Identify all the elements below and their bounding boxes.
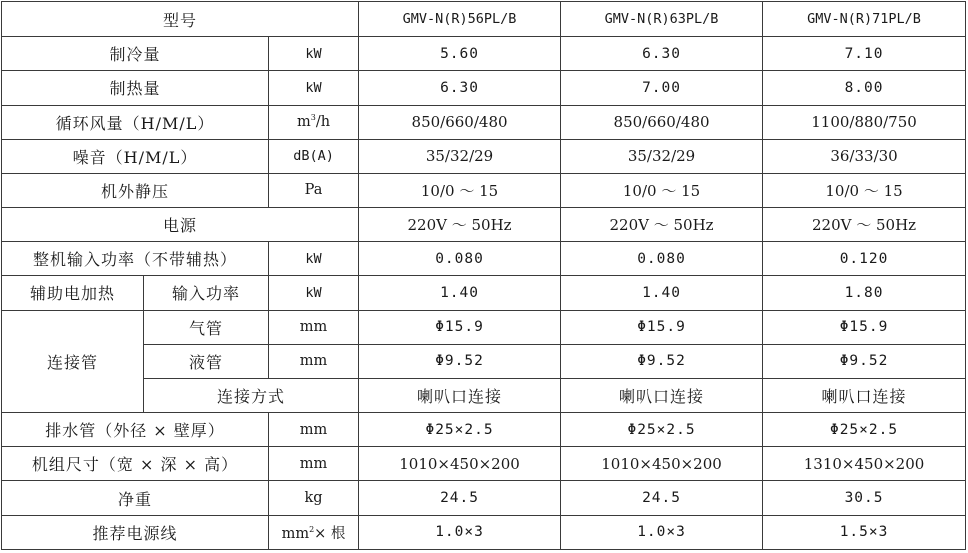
table-row-noise bbox=[2, 139, 966, 173]
cell-value: 1.5×3 bbox=[763, 515, 966, 549]
row-label: 净重 bbox=[2, 481, 269, 515]
cell-value: 0.120 bbox=[763, 242, 966, 276]
table-row-drain bbox=[2, 413, 966, 447]
cell-value: 1.0×3 bbox=[359, 515, 561, 549]
row-unit: Pa bbox=[269, 173, 359, 207]
cell-value: 36/33/30 bbox=[763, 139, 966, 173]
row-unit bbox=[269, 515, 359, 549]
cell-value: 30.5 bbox=[763, 481, 966, 515]
cell-value: 7.00 bbox=[561, 71, 763, 105]
table-row-input-power bbox=[2, 242, 966, 276]
cell-value: 10/0 ～ 15 bbox=[359, 173, 561, 207]
cell-value: 喇叭口连接 bbox=[561, 378, 763, 412]
cell-value: 7.10 bbox=[763, 37, 966, 71]
cell-value: 24.5 bbox=[359, 481, 561, 515]
cell-value: 1100/880/750 bbox=[763, 105, 966, 139]
model-name: GMV-N(R)63PL/B bbox=[561, 2, 763, 37]
row-label: 循环风量（H/M/L） bbox=[2, 105, 269, 139]
cell-value: 喇叭口连接 bbox=[763, 378, 966, 412]
cell-value: 1.0×3 bbox=[561, 515, 763, 549]
table-row-cooling bbox=[2, 37, 966, 71]
row-unit: kW bbox=[269, 37, 359, 71]
row-label: 推荐电源线 bbox=[2, 515, 269, 549]
table-row-power-supply bbox=[2, 208, 966, 242]
table-row-pipe-liquid bbox=[2, 344, 966, 378]
cell-value: 1.80 bbox=[763, 276, 966, 310]
cell-value: 1010×450×200 bbox=[561, 447, 763, 481]
unit-base: mm bbox=[281, 525, 310, 542]
model-name: GMV-N(R)71PL/B bbox=[763, 2, 966, 37]
row-label: 机组尺寸（宽 × 深 × 高） bbox=[2, 447, 269, 481]
row-label: 机外静压 bbox=[2, 173, 269, 207]
row-unit: kW bbox=[269, 242, 359, 276]
cell-value: 1.40 bbox=[561, 276, 763, 310]
row-unit: kW bbox=[269, 71, 359, 105]
row-sub-label: 气管 bbox=[144, 310, 269, 344]
unit-base: m bbox=[296, 114, 311, 131]
cell-value: 850/660/480 bbox=[561, 105, 763, 139]
cell-value: Φ25×2.5 bbox=[763, 413, 966, 447]
cell-value: 850/660/480 bbox=[359, 105, 561, 139]
row-unit: mm bbox=[269, 344, 359, 378]
row-unit: kg bbox=[269, 481, 359, 515]
cell-value: 0.080 bbox=[561, 242, 763, 276]
table-row-aux-heater bbox=[2, 276, 966, 310]
spec-table bbox=[1, 1, 966, 550]
cell-value: 0.080 bbox=[359, 242, 561, 276]
cell-value: 1010×450×200 bbox=[359, 447, 561, 481]
unit-rest: × 根 bbox=[314, 525, 346, 542]
row-sub-label: 连接方式 bbox=[144, 378, 359, 412]
table-row-header bbox=[2, 2, 966, 37]
row-unit: kW bbox=[269, 276, 359, 310]
table-row-airflow bbox=[2, 105, 966, 139]
cell-value: Φ25×2.5 bbox=[359, 413, 561, 447]
row-label: 排水管（外径 × 壁厚） bbox=[2, 413, 269, 447]
table-row-pipe-method bbox=[2, 378, 966, 412]
unit-superscript: 2 bbox=[309, 524, 315, 534]
cell-value: Φ15.9 bbox=[561, 310, 763, 344]
cell-value: 24.5 bbox=[561, 481, 763, 515]
row-unit: mm bbox=[269, 447, 359, 481]
cell-value: 220V ～ 50Hz bbox=[561, 208, 763, 242]
row-unit: mm bbox=[269, 413, 359, 447]
row-label: 电源 bbox=[2, 208, 359, 242]
cell-value: 1.40 bbox=[359, 276, 561, 310]
cell-value: Φ9.52 bbox=[561, 344, 763, 378]
row-sub-label: 输入功率 bbox=[144, 276, 269, 310]
cell-value: 220V ～ 50Hz bbox=[359, 208, 561, 242]
cell-value: 35/32/29 bbox=[561, 139, 763, 173]
row-label: 噪音（H/M/L） bbox=[2, 139, 269, 173]
cell-value: 5.60 bbox=[359, 37, 561, 71]
unit-superscript: 3 bbox=[310, 113, 316, 123]
table-row-heating bbox=[2, 71, 966, 105]
table-row-dimensions bbox=[2, 447, 966, 481]
cell-value: 喇叭口连接 bbox=[359, 378, 561, 412]
table-row-pipe-gas bbox=[2, 310, 966, 344]
header-label: 型号 bbox=[2, 2, 359, 37]
cell-value: Φ15.9 bbox=[359, 310, 561, 344]
cell-value: Φ9.52 bbox=[763, 344, 966, 378]
model-name: GMV-N(R)56PL/B bbox=[359, 2, 561, 37]
table-row-net-weight bbox=[2, 481, 966, 515]
cell-value: Φ25×2.5 bbox=[561, 413, 763, 447]
row-label: 整机输入功率（不带辅热） bbox=[2, 242, 269, 276]
cell-value: 6.30 bbox=[561, 37, 763, 71]
cell-value: 10/0 ～ 15 bbox=[763, 173, 966, 207]
table-row-static-pressure bbox=[2, 173, 966, 207]
cell-value: 220V ～ 50Hz bbox=[763, 208, 966, 242]
row-unit bbox=[269, 105, 359, 139]
cell-value: 1310×450×200 bbox=[763, 447, 966, 481]
row-sub-label: 液管 bbox=[144, 344, 269, 378]
row-label: 制热量 bbox=[2, 71, 269, 105]
cell-value: 6.30 bbox=[359, 71, 561, 105]
row-unit: dB(A) bbox=[269, 139, 359, 173]
row-label: 辅助电加热 bbox=[2, 276, 144, 310]
row-unit: mm bbox=[269, 310, 359, 344]
row-label: 制冷量 bbox=[2, 37, 269, 71]
cell-value: 8.00 bbox=[763, 71, 966, 105]
cell-value: Φ15.9 bbox=[763, 310, 966, 344]
row-label: 连接管 bbox=[2, 310, 144, 413]
table-row-power-cable bbox=[2, 515, 966, 549]
cell-value: 10/0 ～ 15 bbox=[561, 173, 763, 207]
cell-value: Φ9.52 bbox=[359, 344, 561, 378]
unit-rest: /h bbox=[315, 114, 331, 131]
cell-value: 35/32/29 bbox=[359, 139, 561, 173]
